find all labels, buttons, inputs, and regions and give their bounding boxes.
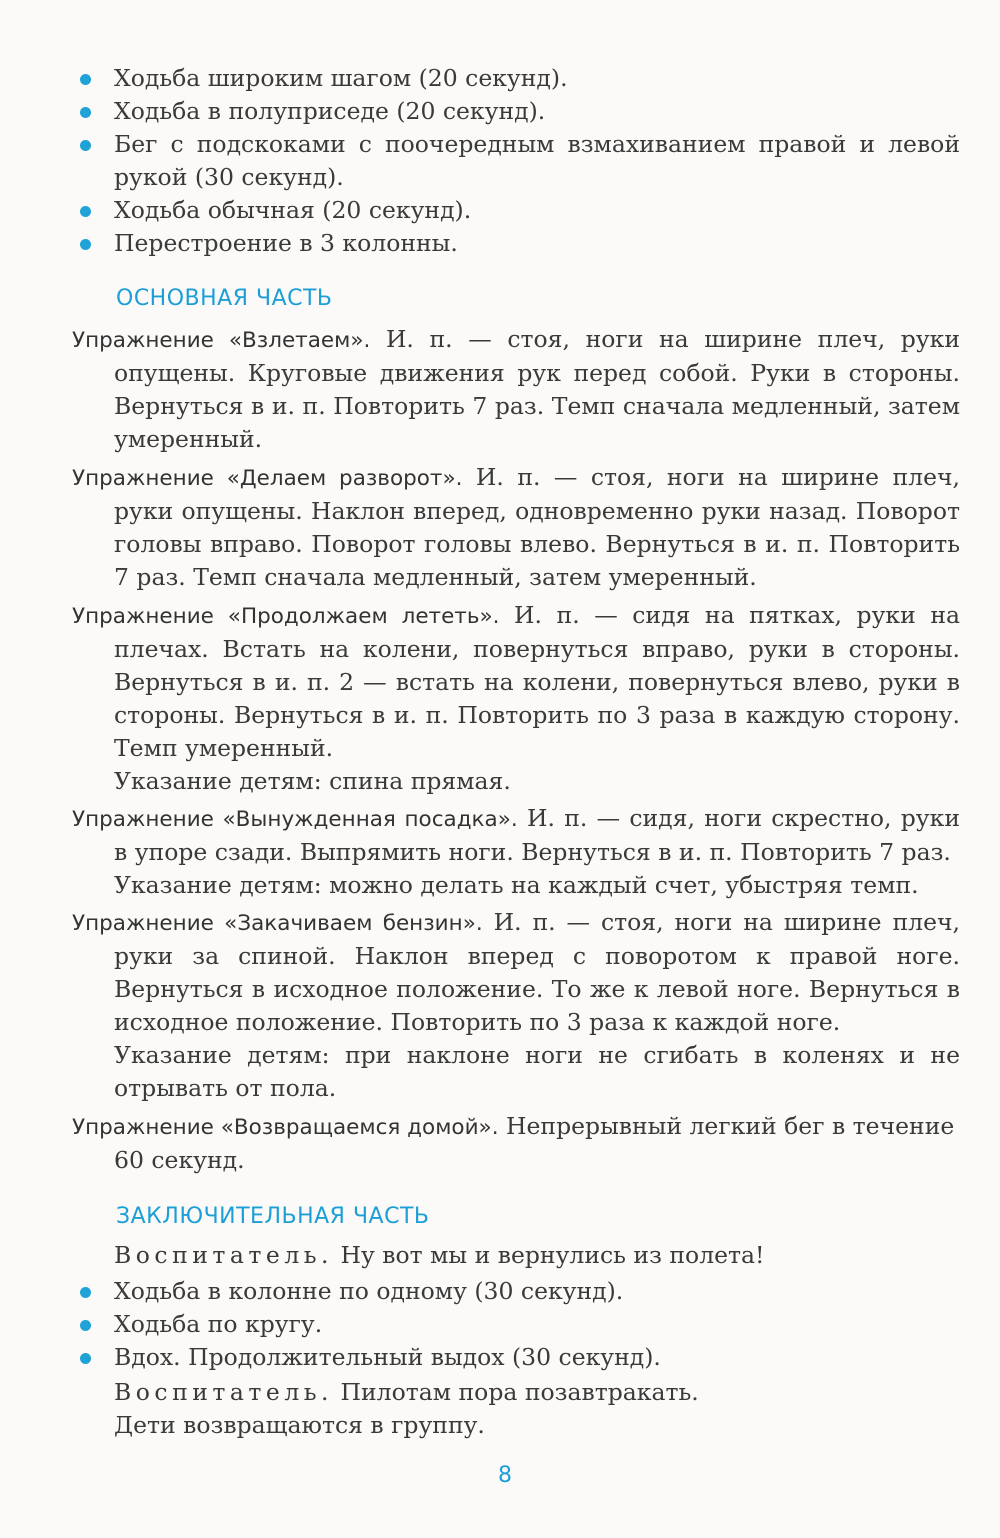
exercise-title: Упражнение «Продолжаем лететь».: [72, 604, 500, 629]
bullet-icon: [80, 1287, 91, 1298]
exercise-block: [72, 323, 960, 456]
speaker-label: Воспитатель.: [114, 1378, 334, 1406]
exercise-text: Упражнение «Закачиваем бензин». И. п. — стоя, ноги на ширине плеч, руки за спиной. Наклон вперед с поворотом к правой ноге. Вернуться в исходное положение. То же к левой ноге. Вернуться в исходное положение. Повторить по 3 раза к каждой ноге.: [72, 908, 960, 1036]
teacher-line: Воспитатель. Пилотам пора позавтракать.: [114, 1378, 699, 1406]
exercise-block: [72, 1110, 960, 1177]
exercise-block: [72, 802, 960, 902]
exercise-note: Указание детям: при наклоне ноги не сгибать в коленях и не отрывать от пола.: [114, 1041, 960, 1102]
main-section-heading: ОСНОВНАЯ ЧАСТЬ: [116, 286, 333, 311]
bullet-icon: [80, 206, 91, 217]
speaker-label: Воспитатель.: [114, 1241, 334, 1269]
list-item: Ходьба широким шагом (20 секунд).: [0, 62, 1000, 95]
exercise-block: [72, 461, 960, 594]
list-item: Перестроение в 3 колонны.: [0, 227, 1000, 260]
exercise-block: [72, 906, 960, 1105]
bullet-icon: [80, 239, 91, 250]
list-item: Ходьба обычная (20 секунд).: [0, 194, 1000, 227]
exercise-title: Упражнение «Закачиваем бензин».: [72, 911, 483, 936]
exercise-block: [72, 599, 960, 798]
exercise-title: Упражнение «Делаем разворот».: [72, 466, 463, 491]
bullet-icon: [80, 107, 91, 118]
list-item: Вдох. Продолжительный выдох (30 секунд).: [0, 1341, 1000, 1374]
exercise-text: Упражнение «Взлетаем». И. п. — стоя, ноги на ширине плеч, руки опущены. Круговые движения рук перед собой. Руки в стороны. Вернуться в и. п. Повторить 7 раз. Темп сначала медленный, затем умеренный.: [72, 325, 960, 453]
exercise-title: Упражнение «Возвращаемся домой».: [72, 1115, 499, 1140]
final-bullet-list: [0, 1275, 1000, 1374]
list-item: Ходьба в полуприседе (20 секунд).: [0, 95, 1000, 128]
exercise-title: Упражнение «Взлетаем».: [72, 328, 371, 353]
exercise-title: Упражнение «Вынужденная посадка».: [72, 807, 518, 832]
final-section-heading: ЗАКЛЮЧИТЕЛЬНАЯ ЧАСТЬ: [116, 1204, 430, 1229]
exercise-note: Указание детям: можно делать на каждый счет, убыстряя темп.: [114, 871, 919, 899]
exercise-text: Упражнение «Продолжаем лететь». И. п. — сидя на пятках, руки на плечах. Встать на колени, повернуться вправо, руки в стороны. Вернуться в и. п. 2 — встать на колени, повернуться влево, руки в стороны. Вернуться в и. п. Повторить по 3 раза в каждую сторону. Темп умеренный.: [72, 601, 960, 762]
exercise-text: Упражнение «Делаем разворот». И. п. — стоя, ноги на ширине плеч, руки опущены. Наклон вперед, одновременно руки назад. Поворот головы вправо. Поворот головы влево. Вернуться в и. п. Повторить 7 раз. Темп сначала медленный, затем умеренный.: [72, 463, 960, 591]
exercise-text: Упражнение «Вынужденная посадка». И. п. — сидя, ноги скрестно, руки в упоре сзади. Выпрямить ноги. Вернуться в и. п. Повторить 7 раз.: [72, 804, 960, 866]
intro-bullet-list: [0, 62, 1000, 260]
list-item: Бег с подскоками с поочередным взмахиванием правой и левой рукой (30 секунд).: [0, 128, 1000, 194]
page-number: 8: [498, 1463, 512, 1488]
list-item: Ходьба по кругу.: [0, 1308, 1000, 1341]
bullet-icon: [80, 140, 91, 151]
exercise-text: Упражнение «Возвращаемся домой». Непрерывный легкий бег в течение 60 секунд.: [72, 1112, 955, 1174]
list-item: Ходьба в колонне по одному (30 секунд).: [0, 1275, 1000, 1308]
teacher-line: Воспитатель. Ну вот мы и вернулись из полета!: [114, 1241, 765, 1269]
closing-line: Дети возвращаются в группу.: [114, 1411, 485, 1439]
bullet-icon: [80, 74, 91, 85]
bullet-icon: [80, 1353, 91, 1364]
exercise-note: Указание детям: спина прямая.: [114, 767, 511, 795]
bullet-icon: [80, 1320, 91, 1331]
